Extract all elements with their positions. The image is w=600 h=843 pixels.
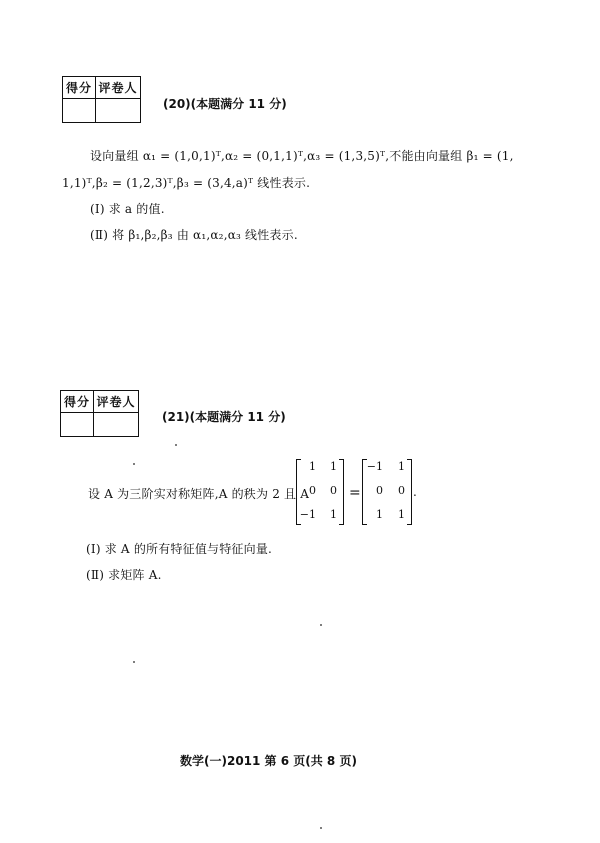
score-label: 得分 bbox=[63, 77, 96, 99]
matrix-cell: 0 bbox=[309, 484, 316, 497]
q21-right-matrix bbox=[362, 459, 412, 525]
matrix-cell: 0 bbox=[376, 484, 383, 497]
q20-header: (20)(本题满分 11 分) bbox=[163, 97, 287, 111]
scan-speck bbox=[133, 661, 135, 663]
scan-speck bbox=[320, 624, 322, 626]
right-bracket bbox=[339, 459, 344, 525]
q21-part2: (Ⅱ) 求矩阵 A. bbox=[86, 568, 162, 582]
scan-speck bbox=[175, 444, 177, 446]
page-footer: 数学(一)2011 第 6 页(共 8 页) bbox=[180, 754, 357, 768]
q20-score-table bbox=[62, 76, 141, 123]
q20-statement-line1: 设向量组 α₁ = (1,0,1)ᵀ,α₂ = (0,1,1)ᵀ,α₃ = (1,3,5)ᵀ,不能由向量组 β₁ = (1, bbox=[90, 149, 514, 163]
grader-cell[interactable] bbox=[96, 99, 141, 123]
grader-cell[interactable] bbox=[94, 413, 139, 437]
matrix-cell: 1 bbox=[330, 508, 337, 521]
q21-part1: (Ⅰ) 求 A 的所有特征值与特征向量. bbox=[86, 542, 273, 556]
equals-sign: = bbox=[349, 485, 361, 501]
score-cell[interactable] bbox=[63, 99, 96, 123]
right-bracket bbox=[407, 459, 412, 525]
score-cell[interactable] bbox=[61, 413, 94, 437]
matrix-cell: 1 bbox=[398, 460, 405, 473]
matrix-cell: 0 bbox=[398, 484, 405, 497]
q20-part1: (Ⅰ) 求 a 的值. bbox=[90, 202, 165, 216]
matrix-cell: 1 bbox=[330, 460, 337, 473]
q20-part2: (Ⅱ) 将 β₁,β₂,β₃ 由 α₁,α₂,α₃ 线性表示. bbox=[90, 228, 298, 242]
score-label: 得分 bbox=[61, 391, 94, 413]
end-period: . bbox=[413, 485, 418, 499]
matrix-cell: −1 bbox=[299, 508, 316, 521]
scan-speck bbox=[133, 463, 135, 465]
grader-label: 评卷人 bbox=[96, 77, 141, 99]
q21-score-table bbox=[60, 390, 139, 437]
q21-left-matrix bbox=[296, 459, 344, 525]
matrix-cell: 1 bbox=[376, 508, 383, 521]
scan-speck bbox=[320, 827, 322, 829]
matrix-cell: 1 bbox=[398, 508, 405, 521]
q21-header: (21)(本题满分 11 分) bbox=[162, 410, 286, 424]
q21-statement: 设 A 为三阶实对称矩阵,A 的秩为 2 且 A bbox=[88, 487, 310, 501]
q20-statement-line2: 1,1)ᵀ,β₂ = (1,2,3)ᵀ,β₃ = (3,4,a)ᵀ 线性表示. bbox=[62, 176, 311, 190]
matrix-cell: 0 bbox=[330, 484, 337, 497]
matrix-cell: 1 bbox=[309, 460, 316, 473]
grader-label: 评卷人 bbox=[94, 391, 139, 413]
matrix-cell: −1 bbox=[366, 460, 383, 473]
